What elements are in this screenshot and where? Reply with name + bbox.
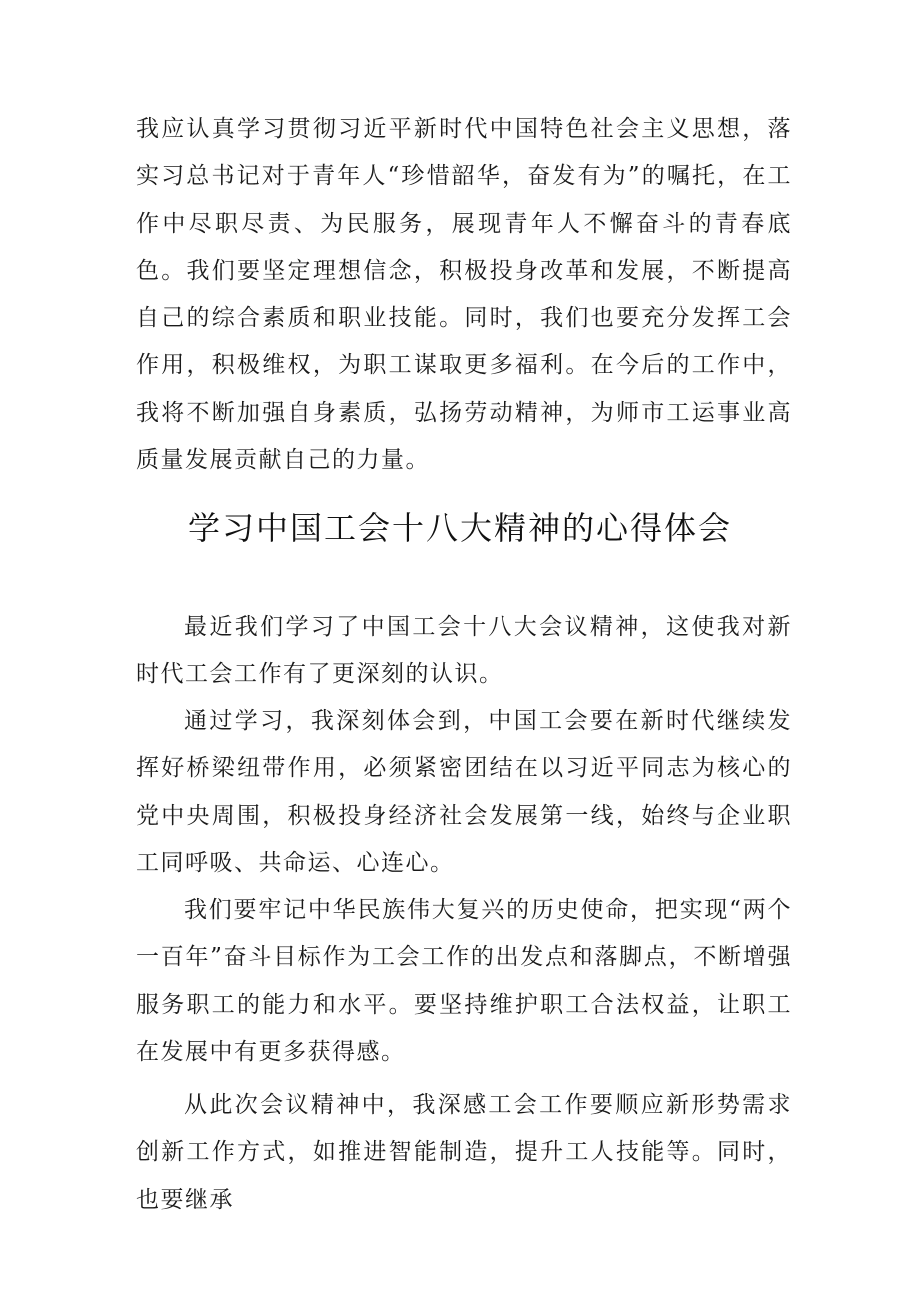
intro-paragraph: 我应认真学习贯彻习近平新时代中国特色社会主义思想，落实习总书记对于青年人“珍惜韶华，奋发有为”的嘱托，在工作中尽职尽责、为民服务，展现青年人不懈奋斗的青春底色。我们要坚定理想信念，积极投身改革和发展，不断提高自己的综合素质和职业技能。同时，我们也要充分发挥工会作用，积极维权，为职工谋取更多福利。在今后的工作中，我将不断加强自身素质，弘扬劳动精神，为师市工运事业高质量发展贡献自己的力量。	[136, 116, 792, 474]
document-title: 学习中国工会十八大精神的心得体会	[187, 509, 732, 547]
body-paragraph-1: 最近我们学习了中国工会十八大会议精神，这使我对新时代工会工作有了更深刻的认识。	[136, 614, 792, 688]
body-paragraph-4: 从此次会议精神中，我深感工会工作要顺应新形势需求创新工作方式，如推进智能制造，提升工人技能等。同时，也要继承	[136, 1092, 792, 1213]
body-paragraph-3: 我们要牢记中华民族伟大复兴的历史使命，把实现“两个一百年”奋斗目标作为工会工作的出发点和落脚点，不断增强服务职工的能力和水平。要坚持维护职工合法权益，让职工在发展中有更多获得感。	[136, 897, 792, 1065]
body-paragraph-2: 通过学习，我深刻体会到，中国工会要在新时代继续发挥好桥梁纽带作用，必须紧密团结在以习近平同志为核心的党中央周围，积极投身经济社会发展第一线，始终与企业职工同呼吸、共命运、心连心。	[136, 708, 792, 876]
